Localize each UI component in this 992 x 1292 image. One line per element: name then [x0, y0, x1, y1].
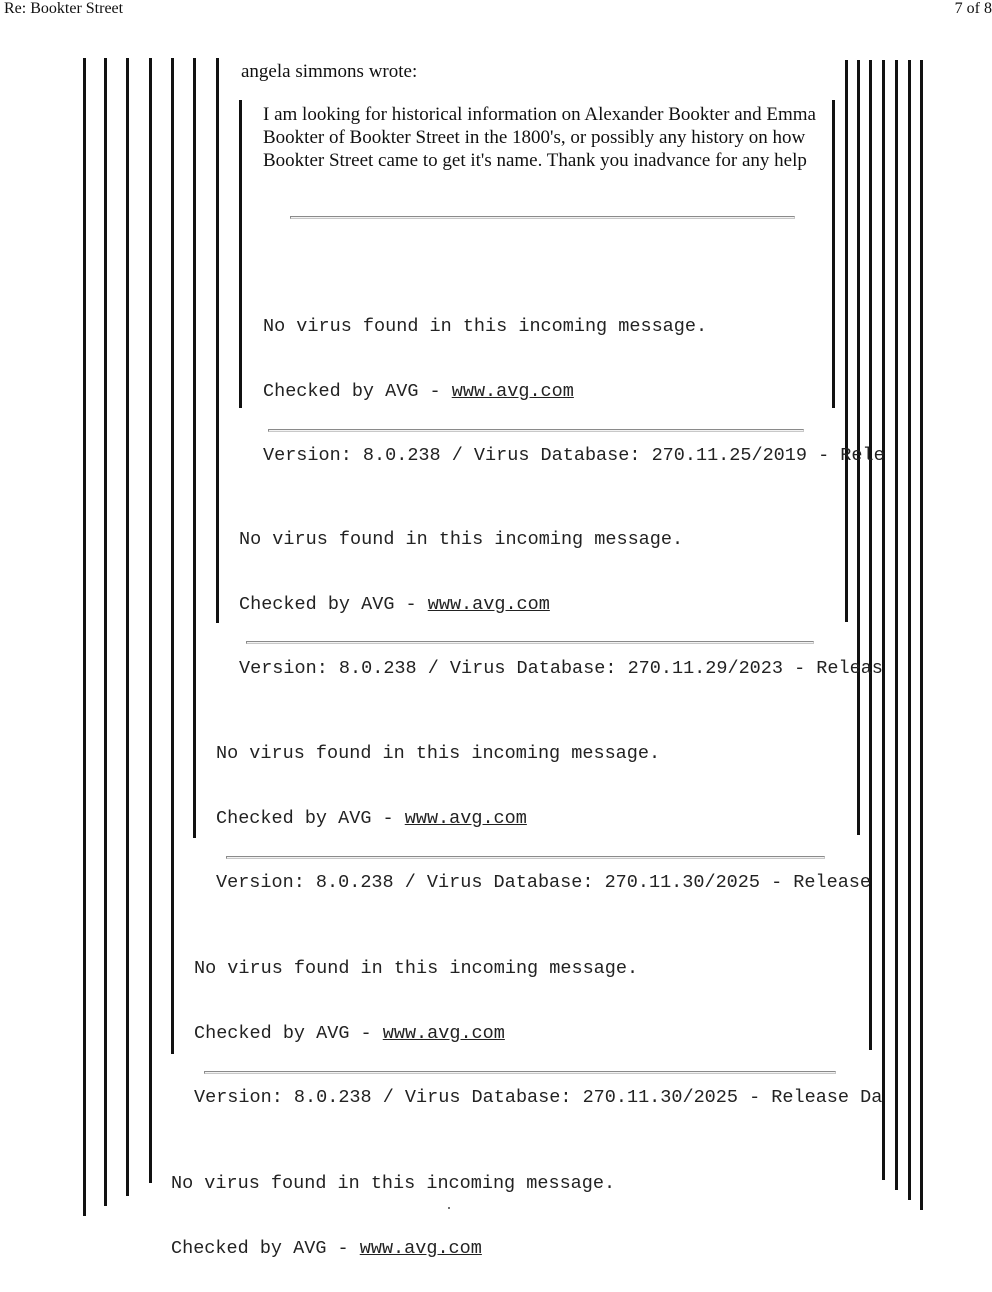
virus-notice: [216, 700, 871, 915]
virus-notice: [171, 1130, 615, 1281]
original-message-body: I am looking for historical information on Alexander Bookter and Emma Bookter of Bookter Street in the 1800's, or possibly any history on how Bookter Street came to get it's name. Thank you inadvance for any help: [263, 104, 816, 171]
avg-link[interactable]: www.avg.com: [404, 807, 527, 829]
version-line: Version: 8.0.238 / Virus Database: 270.11.30/2025 - Release Da: [194, 1087, 883, 1108]
checked-by-line: Checked by AVG - www.avg.com: [239, 593, 550, 615]
quote-bar-left: [171, 58, 174, 1054]
page-indicator: 7 of 8: [954, 0, 992, 17]
virus-notice-line: No virus found in this incoming message.: [171, 1173, 616, 1194]
avg-link[interactable]: www.avg.com: [427, 593, 550, 615]
virus-notice: [239, 486, 883, 701]
quote-bar-left: [216, 58, 219, 623]
quote-bar-right: [920, 60, 923, 1210]
virus-notice-line: No virus found in this incoming message.: [263, 316, 708, 337]
checked-by-line: Checked by AVG - www.avg.com: [216, 807, 527, 829]
virus-notice: [263, 273, 885, 488]
quote-bar-right: [895, 60, 898, 1190]
checked-by-line: Checked by AVG - www.avg.com: [194, 1022, 505, 1044]
quote-bar-left: [193, 58, 196, 838]
version-line: Version: 8.0.238 / Virus Database: 270.11.29/2023 - Releas: [239, 658, 883, 679]
separator-rule: [290, 216, 795, 219]
original-author-line: angela simmons wrote:: [241, 61, 418, 82]
avg-link[interactable]: www.avg.com: [359, 1237, 482, 1259]
quote-bar-left: [239, 100, 242, 408]
checked-by-line: Checked by AVG - www.avg.com: [171, 1237, 482, 1259]
document-title: Re: Bookter Street: [4, 0, 124, 17]
quote-bar-left: [126, 58, 129, 1196]
scan-speck: [448, 1207, 450, 1209]
virus-notice-line: No virus found in this incoming message.: [216, 743, 661, 764]
avg-link[interactable]: www.avg.com: [382, 1022, 505, 1044]
virus-notice-line: No virus found in this incoming message.: [194, 958, 639, 979]
quote-bar-left: [104, 58, 107, 1206]
quote-bar-left: [149, 58, 152, 1183]
quote-bar-right: [908, 60, 911, 1200]
quote-bar-left: [83, 58, 86, 1216]
version-line: Version: 8.0.238 / Virus Database: 270.11.25/2019 - Rele: [263, 445, 885, 466]
checked-by-line: Checked by AVG - www.avg.com: [263, 380, 574, 402]
avg-link[interactable]: www.avg.com: [451, 380, 574, 402]
virus-notice: [194, 915, 882, 1130]
virus-notice-line: No virus found in this incoming message.: [239, 529, 684, 550]
version-line: Version: 8.0.238 / Virus Database: 270.11.30/2025 - Release: [216, 872, 872, 893]
